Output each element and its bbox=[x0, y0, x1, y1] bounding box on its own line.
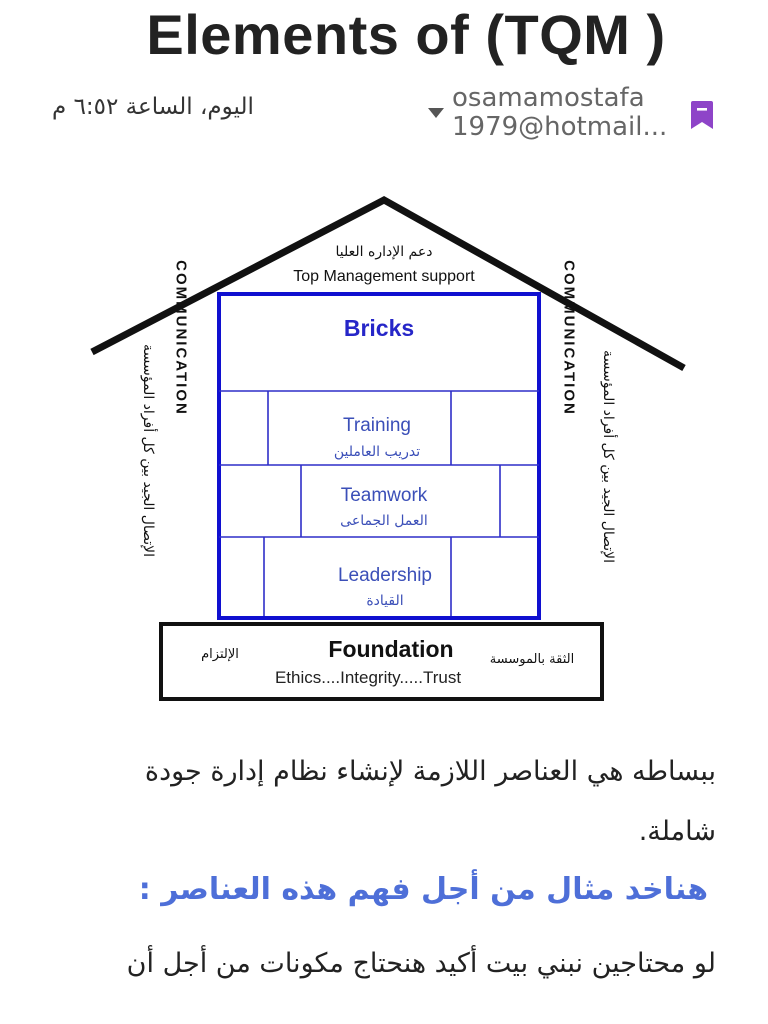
author-line-1: osamamostafa bbox=[452, 84, 645, 113]
paragraph-line: شاملة. bbox=[638, 816, 716, 847]
tqm-house-svg bbox=[52, 180, 702, 720]
right-pillar-arabic-label: الإتصال الجيد بين كل أفراد المؤسسة bbox=[600, 350, 616, 564]
training-label: Training bbox=[343, 415, 411, 436]
paragraph-line: ببساطه هي العناصر اللازمة لإنشاء نظام إدارة جودة bbox=[144, 756, 716, 787]
foundation-right-label: الثقة بالموسسة bbox=[489, 652, 575, 667]
leadership-label: Leadership bbox=[337, 565, 433, 586]
foundation-title: Foundation bbox=[328, 636, 454, 662]
right-pillar-label: COMMUNICATION bbox=[560, 260, 578, 416]
author-name[interactable] bbox=[452, 84, 672, 142]
left-pillar-label: COMMUNICATION bbox=[172, 260, 190, 416]
chevron-down-icon[interactable] bbox=[428, 108, 444, 118]
left-pillar-arabic-label: الإتصال الجيد بين كل أفراد المؤسسة bbox=[140, 344, 156, 558]
post-timestamp: اليوم، الساعة ٦:٥٢ م bbox=[52, 94, 254, 120]
leadership-arabic-label: القيادة bbox=[366, 593, 404, 609]
foundation-left-label: الإلتزام bbox=[201, 647, 239, 662]
roof-arabic-label: دعم الإداره العليا bbox=[335, 244, 433, 260]
tqm-house-diagram bbox=[52, 180, 702, 720]
teamwork-arabic-label: العمل الجماعى bbox=[340, 513, 428, 529]
paragraph-line: لو محتاجين نبني بيت أكيد هنحتاج مكونات من أجل أن bbox=[126, 948, 716, 979]
bricks-title: Bricks bbox=[343, 315, 415, 341]
teamwork-label: Teamwork bbox=[340, 485, 428, 506]
roof-english-label: Top Management support bbox=[293, 268, 475, 285]
bookmark-icon[interactable] bbox=[691, 101, 713, 129]
article-title: Elements of (TQM ) bbox=[146, 3, 666, 66]
training-arabic-label: تدريب العاملين bbox=[333, 444, 421, 460]
section-heading: هناخد مثال من أجل فهم هذه العناصر : bbox=[138, 872, 708, 907]
foundation-values: Ethics....Integrity.....Trust bbox=[274, 668, 462, 687]
author-line-2: 1979@hotmail... bbox=[452, 112, 668, 142]
